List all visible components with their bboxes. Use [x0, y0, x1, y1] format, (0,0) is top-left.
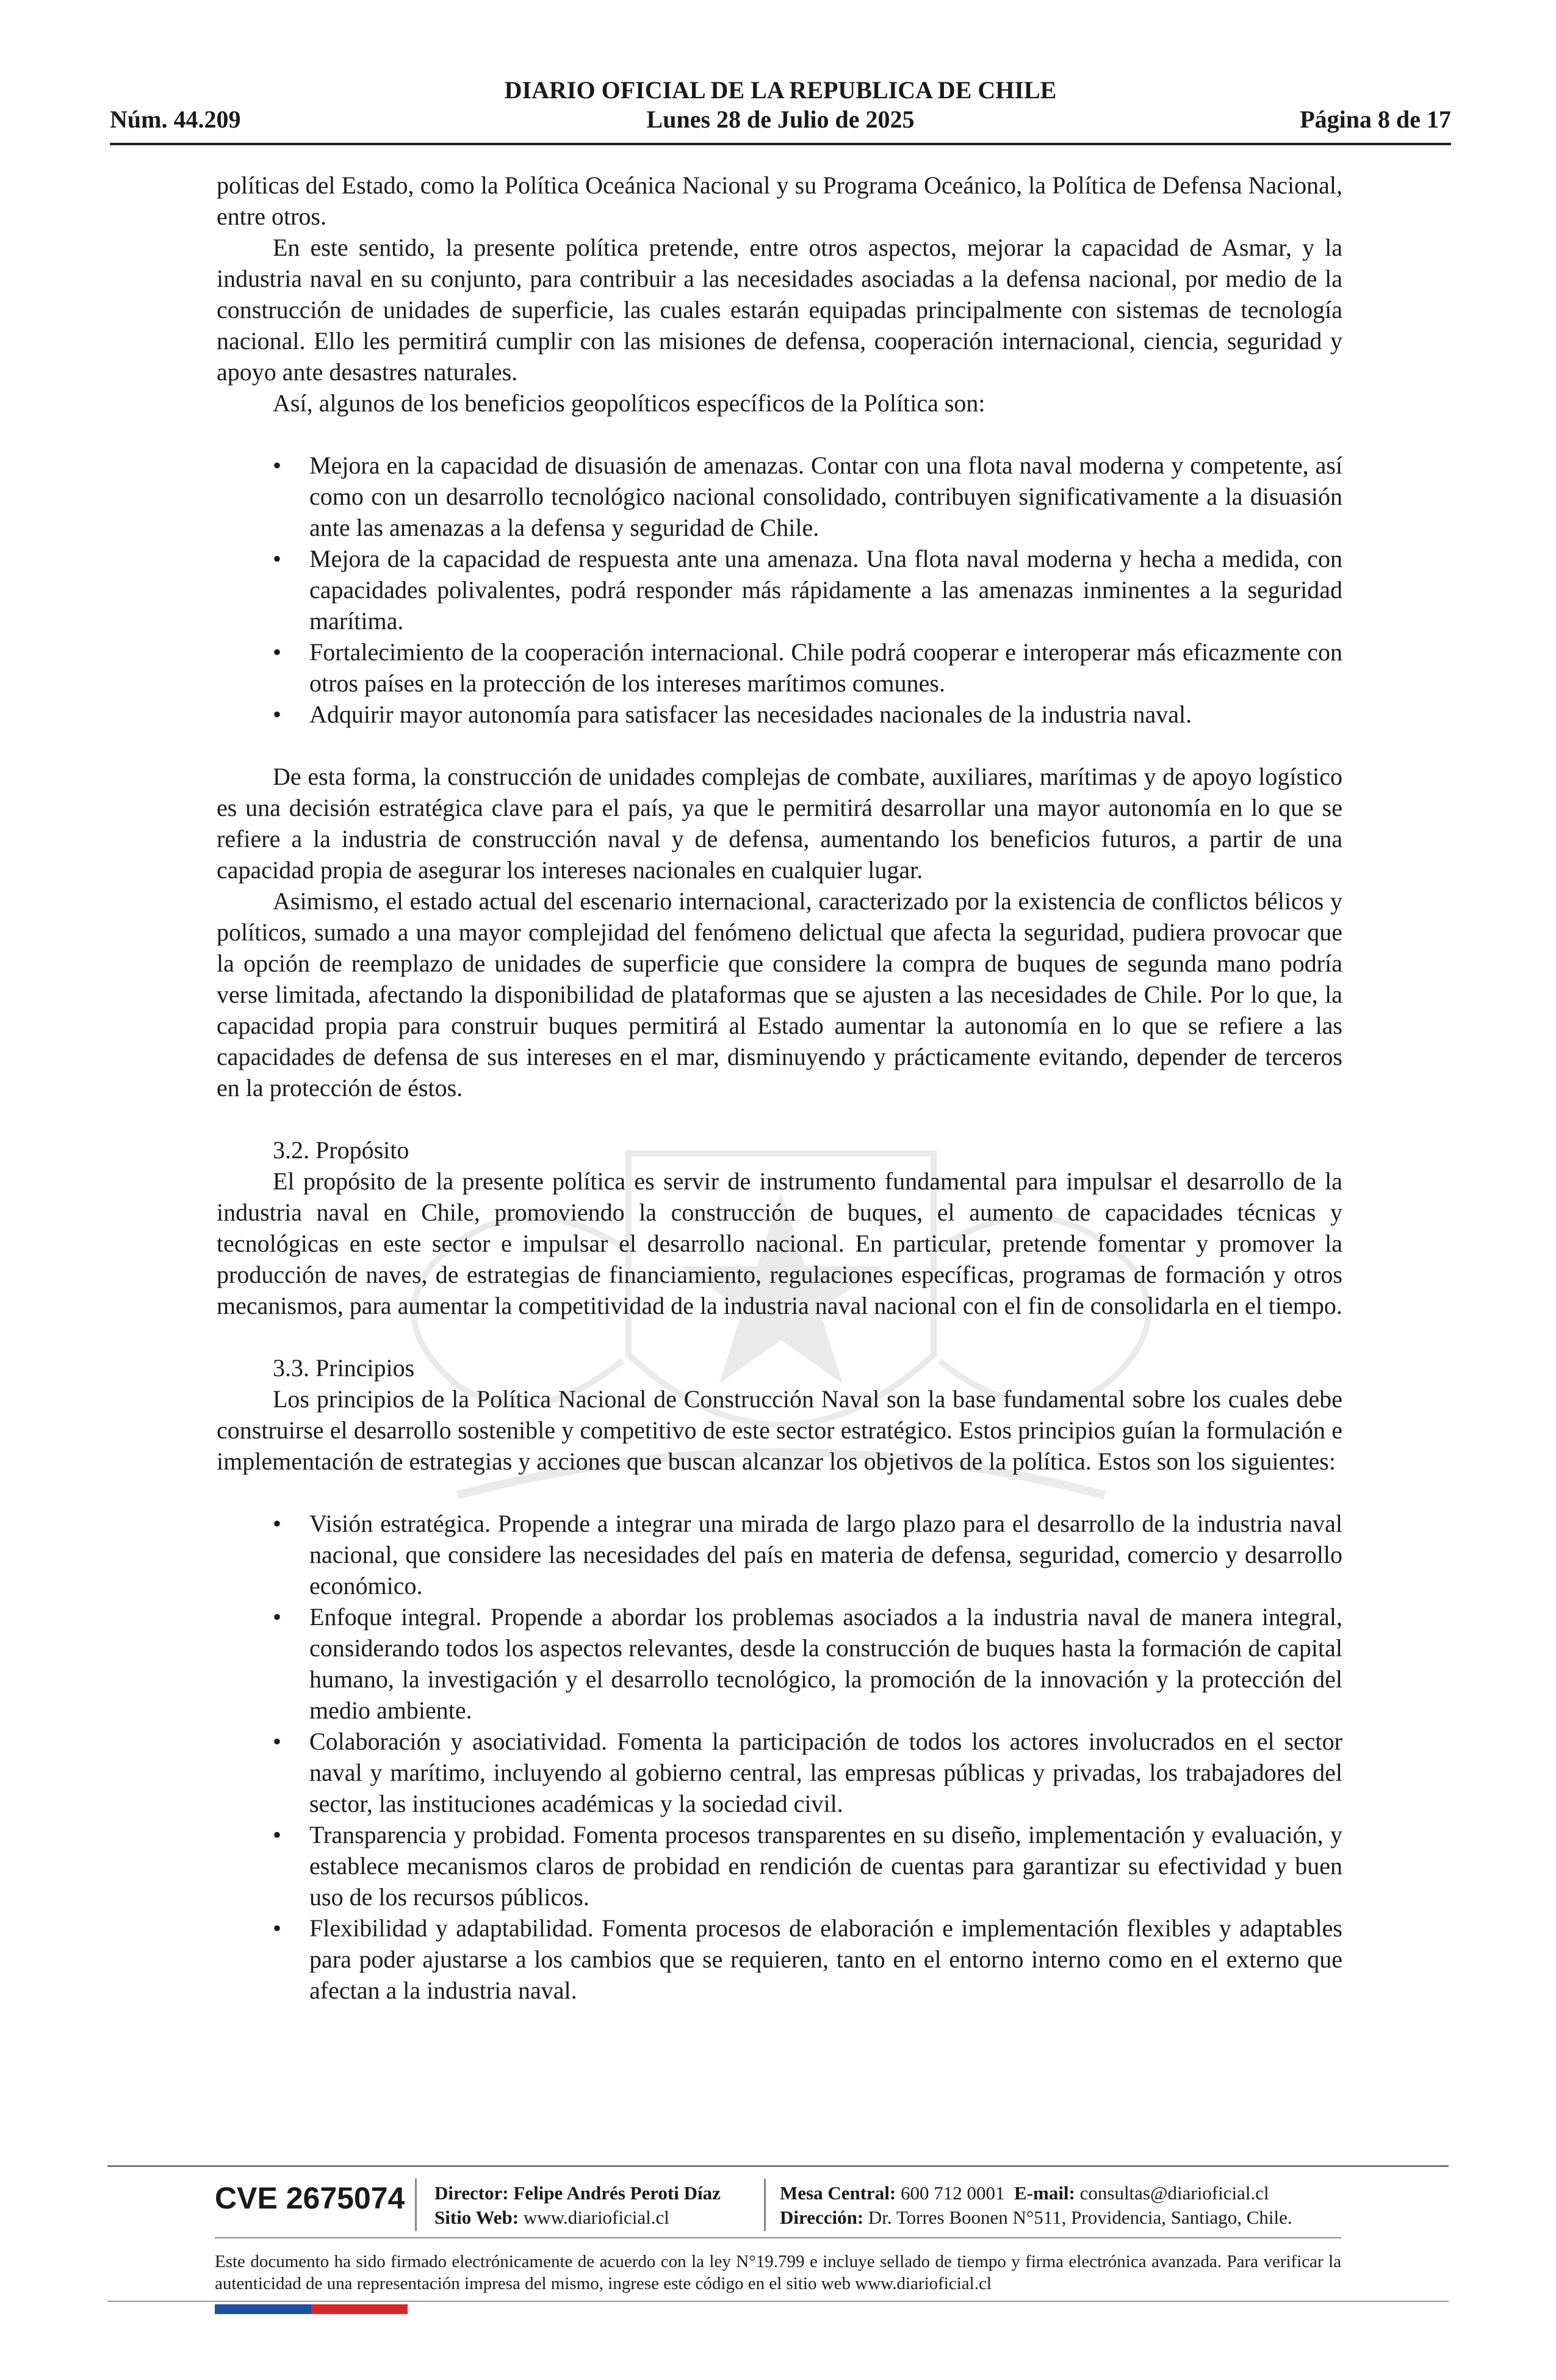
list-item: • Mejora en la capacidad de disuasión de amenazas. Contar con una flota naval moderna y competente, así como con un desarrollo tecnológico nacional consolidado, contribuyen significativamente a la disuasión ante las amenazas a la defensa y seguridad de Chile.	[217, 450, 1342, 543]
list-item: • Enfoque integral. Propende a abordar los problemas asociados a la industria naval de manera integral, considerando todos los aspectos relevantes, desde la construcción de buques hasta la formación de capital humano, la investigación y el desarrollo tecnológico, la promoción de la innovación y la protección del medio ambiente.	[217, 1601, 1342, 1726]
website-label: Sitio Web:	[434, 2207, 519, 2228]
flag-blue-segment	[215, 2304, 311, 2314]
principles-list	[217, 1508, 1342, 2006]
phone-number: 600 712 0001	[901, 2182, 1005, 2204]
list-item: • Flexibilidad y adaptabilidad. Fomenta procesos de elaboración e implementación flexibles y adaptables para poder ajustarse a los cambios que se requieren, tanto en el entorno interno como en el externo que afectan a la industria naval.	[217, 1913, 1342, 2006]
address-text: Dr. Torres Boonen N°511, Providencia, Santiago, Chile.	[868, 2207, 1292, 2228]
list-item: • Colaboración y asociatividad. Fomenta la participación de todos los actores involucrados en el sector naval y marítimo, incluyendo al gobierno central, las empresas públicas y privadas, los trabajadores del sector, las instituciones académicas y la sociedad civil.	[217, 1726, 1342, 1819]
paragraph: El propósito de la presente política es servir de instrumento fundamental para impulsar el desarrollo de la industria naval en Chile, promoviendo la construcción de buques, el aumento de capacidades técnicas y tecnológicas en este sector e impulsar el desarrollo nacional. En particular, pretende fomentar y promover la producción de naves, de estrategias de financiamiento, regulaciones específicas, programas de formación y otros mecanismos, para aumentar la competitividad de la industria naval nacional con el fin de consolidarla en el tiempo.	[217, 1167, 1342, 1319]
footer-divider	[107, 2165, 1449, 2167]
footer-separator	[415, 2179, 417, 2231]
director-name: Felipe Andrés Peroti Díaz	[513, 2182, 721, 2204]
issue-number: Núm. 44.209	[110, 106, 241, 133]
page-header	[110, 76, 1451, 143]
director-label: Director:	[434, 2182, 509, 2204]
list-item: • Visión estratégica. Propende a integrar una mirada de largo plazo para el desarrollo de la industria naval nacional, que considere las necesidades del país en materia de defensa, seguridad, comercio y desarrollo económico.	[217, 1508, 1342, 1601]
header-divider	[110, 143, 1451, 145]
section-heading: 3.2. Propósito	[273, 1136, 409, 1164]
paragraph: políticas del Estado, como la Política Oceánica Nacional y su Programa Oceánico, la Política de Defensa Nacional, entre otros.	[217, 171, 1342, 230]
publication-title: DIARIO OFICIAL DE LA REPUBLICA DE CHILE	[504, 76, 1057, 104]
flag-stripe	[215, 2304, 408, 2314]
paragraph: En este sentido, la presente política pretende, entre otros aspectos, mejorar la capacidad de Asmar, y la industria naval en su conjunto, para contribuir a las necesidades asociadas a la defensa nacional, por medio de la construcción de unidades de superficie, las cuales estarán equipadas principalmente con sistemas de tecnología nacional. Ello les permitirá cumplir con las misiones de defensa, cooperación internacional, ciencia, seguridad y apoyo ante desastres naturales.	[217, 234, 1342, 386]
footer-separator	[764, 2179, 766, 2231]
legal-notice: Este documento ha sido firmado electrónicamente de acuerdo con la ley N°19.799 e incluye sellado de tiempo y firma electrónica avanzada. Para verificar la autenticidad de una representación impresa del mismo, ingrese este código en el sitio web www.diarioficial.cl	[215, 2252, 1341, 2293]
article-body	[217, 170, 1342, 2006]
list-item: • Mejora de la capacidad de respuesta ante una amenaza. Una flota naval moderna y hecha a medida, con capacidades polivalentes, podrá responder más rápidamente a las amenazas inminentes a la seguridad marítima.	[217, 543, 1342, 636]
page-number: Página 8 de 17	[1300, 106, 1451, 133]
flag-red-segment	[311, 2304, 408, 2314]
issue-date: Lunes 28 de Julio de 2025	[646, 106, 915, 133]
email-link[interactable]: consultas@diarioficial.cl	[1079, 2182, 1269, 2204]
address-label: Dirección:	[780, 2207, 864, 2228]
phone-label: Mesa Central:	[780, 2182, 896, 2204]
email-label: E-mail:	[1014, 2182, 1075, 2204]
bottom-divider	[107, 2301, 1449, 2302]
footer-divider	[215, 2237, 1341, 2238]
paragraph: De esta forma, la construcción de unidades complejas de combate, auxiliares, marítimas y de apoyo logístico es una decisión estratégica clave para el país, ya que le permitirá desarrollar una mayor autonomía en lo que se refiere a la industria de construcción naval y de defensa, aumentando los beneficios futuros, a partir de una capacidad propia de asegurar los intereses nacionales en cualquier lugar.	[217, 763, 1342, 884]
paragraph: Así, algunos de los beneficios geopolíticos específicos de la Política son:	[273, 389, 985, 417]
footer-director-block	[434, 2181, 721, 2230]
paragraph: Los principios de la Política Nacional de Construcción Naval son la base fundamental sobre los cuales debe construirse el desarrollo sostenible y competitivo de este sector estratégico. Estos principios guían la formulación e implementación de estrategias y acciones que buscan alcanzar los objetivos de la política. Estos son los siguientes:	[217, 1385, 1342, 1475]
benefits-list	[217, 450, 1342, 730]
website-link[interactable]: www.diarioficial.cl	[523, 2207, 669, 2228]
footer-contact-block	[780, 2181, 1292, 2230]
list-item: • Transparencia y probidad. Fomenta procesos transparentes en su diseño, implementación y evaluación, y establece mecanismos claros de probidad en rendición de cuentas para garantizar su efectividad y buen uso de los recursos públicos.	[217, 1819, 1342, 1913]
cve-code: CVE 2675074	[215, 2181, 405, 2215]
list-item: • Adquirir mayor autonomía para satisfacer las necesidades nacionales de la industria naval.	[217, 699, 1342, 730]
section-heading: 3.3. Principios	[273, 1354, 415, 1382]
list-item: • Fortalecimiento de la cooperación internacional. Chile podrá cooperar e interoperar más eficazmente con otros países en la protección de los intereses marítimos comunes.	[217, 636, 1342, 699]
paragraph: Asimismo, el estado actual del escenario internacional, caracterizado por la existencia de conflictos bélicos y políticos, sumado a una mayor complejidad del fenómeno delictual que afecta la seguridad, pudiera provocar que la opción de reemplazo de unidades de superficie que considere la compra de buques de segunda mano podría verse limitada, afectando la disponibilidad de plataformas que se ajusten a las necesidades de Chile. Por lo que, la capacidad propia para construir buques permitirá al Estado aumentar la autonomía en lo que se refiere a las capacidades de defensa de sus intereses en el mar, disminuyendo y prácticamente evitando, depender de terceros en la protección de éstos.	[217, 887, 1342, 1102]
